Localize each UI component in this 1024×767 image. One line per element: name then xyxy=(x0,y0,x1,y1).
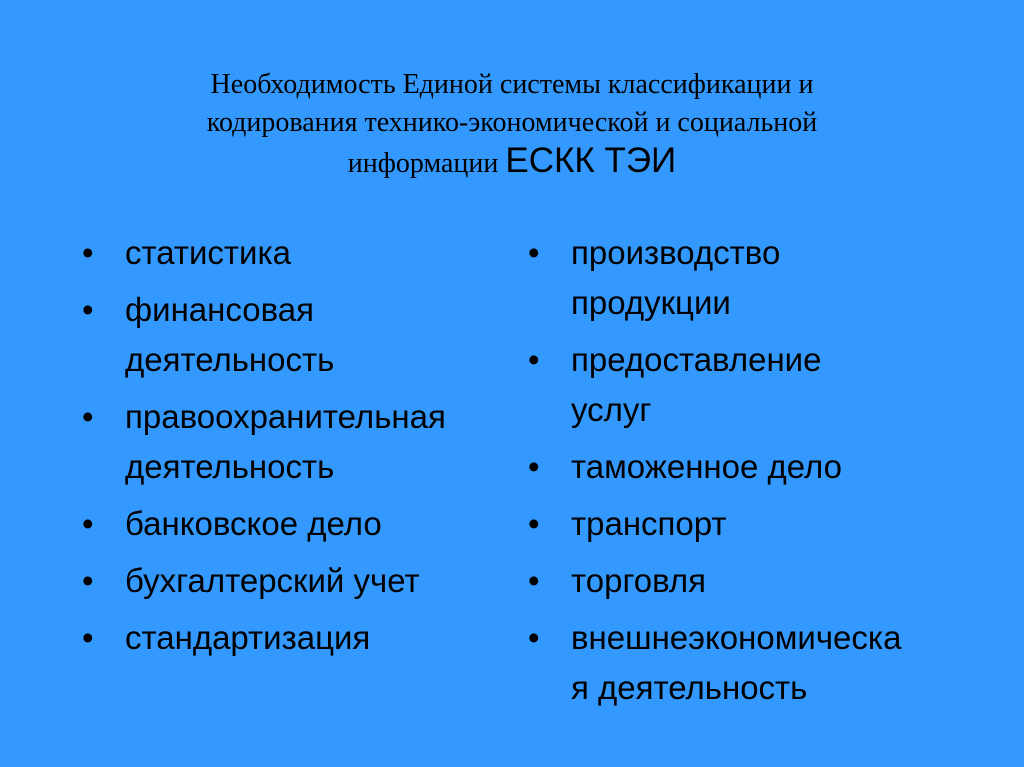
bullet-icon: • xyxy=(82,562,94,599)
bullet-icon: • xyxy=(528,341,540,378)
list-item-text: транспорт xyxy=(571,505,727,542)
list-item-text: предоставление xyxy=(571,341,822,378)
bullet-icon: • xyxy=(82,505,94,542)
bullet-icon: • xyxy=(82,619,94,656)
list-item xyxy=(82,392,502,492)
list-item xyxy=(528,613,968,713)
list-item xyxy=(82,285,502,385)
bullet-icon: • xyxy=(82,234,94,271)
title-line-1: Необходимость Единой системы классификации и xyxy=(210,69,814,100)
list-item-text: я деятельность xyxy=(571,669,808,706)
bullet-icon: • xyxy=(528,619,540,656)
bullet-icon: • xyxy=(82,291,94,328)
list-item xyxy=(82,613,502,663)
bullet-icon: • xyxy=(528,448,540,485)
list-item-text: деятельность xyxy=(125,341,335,378)
list-item-text: деятельность xyxy=(125,448,335,485)
title-line-2: кодирования технико-экономической и социальной xyxy=(206,107,818,138)
list-item xyxy=(82,499,502,549)
list-item-text: внешнеэкономическа xyxy=(571,619,902,656)
title-abbreviation: ЕСКК ТЭИ xyxy=(505,141,677,180)
list-item-text: производство xyxy=(571,234,781,271)
left-bullet-list xyxy=(82,228,502,670)
list-item-text: финансовая xyxy=(125,291,314,328)
list-item-text: услуг xyxy=(571,391,652,428)
list-item xyxy=(528,556,968,606)
list-item xyxy=(528,335,968,435)
list-item-text: банковское дело xyxy=(125,505,382,542)
bullet-icon: • xyxy=(528,505,540,542)
bullet-icon: • xyxy=(82,398,94,435)
list-item xyxy=(82,228,502,278)
list-item xyxy=(82,556,502,606)
list-item xyxy=(528,442,968,492)
bullet-icon: • xyxy=(528,234,540,271)
list-item-text: стандартизация xyxy=(125,619,371,656)
right-bullet-list xyxy=(528,228,968,720)
list-item-text: таможенное дело xyxy=(571,448,843,485)
bullet-icon: • xyxy=(528,562,540,599)
list-item-text: торговля xyxy=(571,562,707,599)
list-item xyxy=(528,228,968,328)
title-line-3-text: информации xyxy=(347,148,499,179)
title-line-3 xyxy=(90,142,934,183)
list-item-text: продукции xyxy=(571,284,731,321)
list-item-text: бухгалтерский учет xyxy=(125,562,420,599)
list-item-text: статистика xyxy=(125,234,291,271)
list-item xyxy=(528,499,968,549)
slide-title xyxy=(90,66,934,183)
list-item-text: правоохранительная xyxy=(125,398,446,435)
